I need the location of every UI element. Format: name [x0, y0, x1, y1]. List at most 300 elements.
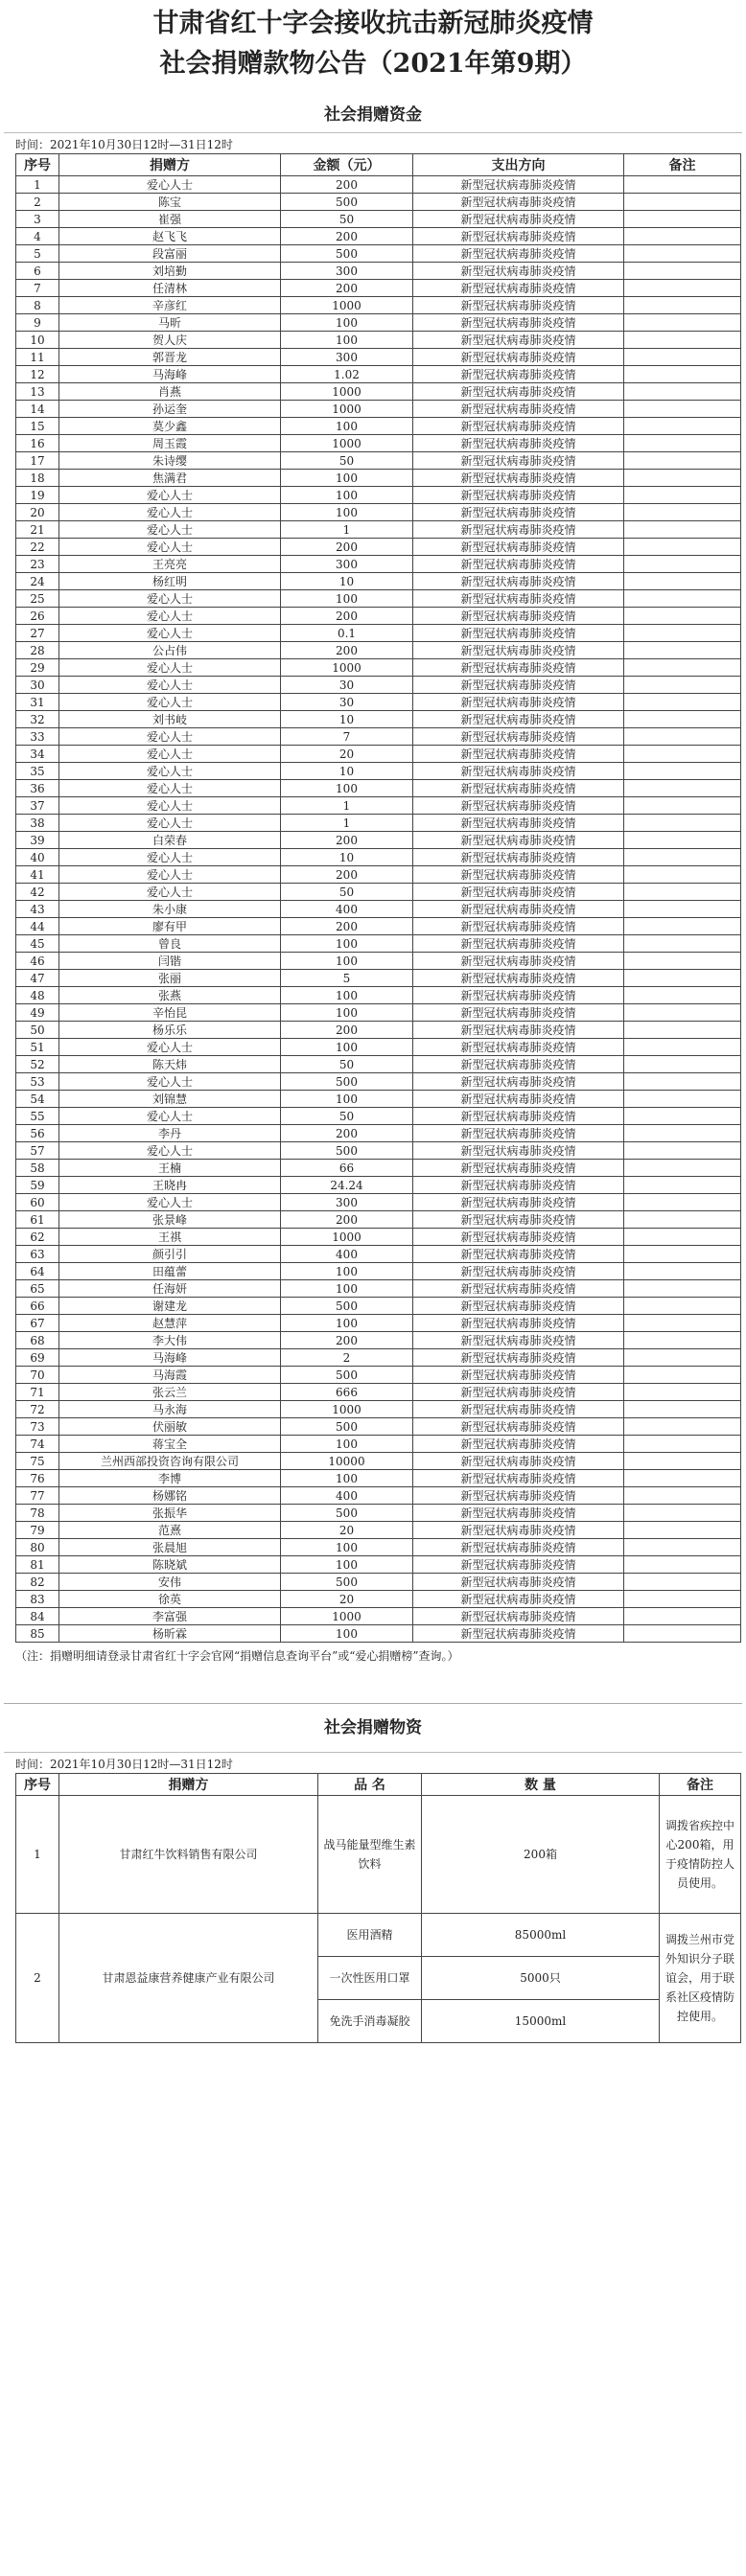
cell-amount: 400	[281, 1246, 413, 1263]
table-row	[16, 1522, 741, 1539]
table-row	[16, 711, 741, 728]
cell-no: 5	[16, 245, 59, 263]
cell-amount: 100	[281, 780, 413, 797]
cell-purpose: 新型冠状病毒肺炎疫情	[413, 1522, 624, 1539]
cell-donor: 辛彦红	[59, 297, 281, 314]
cell-donor: 爱心人士	[59, 849, 281, 866]
cell-remark	[624, 987, 741, 1004]
cell-purpose: 新型冠状病毒肺炎疫情	[413, 228, 624, 245]
cell-amount: 10	[281, 711, 413, 728]
title-line-2: 社会捐赠款物公告（2021年第9期）	[159, 49, 587, 79]
table-row	[16, 401, 741, 418]
cell-purpose: 新型冠状病毒肺炎疫情	[413, 245, 624, 263]
cell-donor: 爱心人士	[59, 176, 281, 194]
cell-item-name: 战马能量型维生素饮料	[318, 1796, 422, 1914]
cell-purpose: 新型冠状病毒肺炎疫情	[413, 314, 624, 332]
cell-purpose: 新型冠状病毒肺炎疫情	[413, 1367, 624, 1384]
cell-donor: 朱诗缨	[59, 452, 281, 470]
cell-amount: 500	[281, 1418, 413, 1436]
cell-amount: 100	[281, 987, 413, 1004]
cell-amount: 400	[281, 901, 413, 918]
cell-amount: 100	[281, 590, 413, 608]
cell-remark	[624, 1522, 741, 1539]
cell-no: 10	[16, 332, 59, 349]
cell-purpose: 新型冠状病毒肺炎疫情	[413, 211, 624, 228]
cell-amount: 10	[281, 763, 413, 780]
table-row	[16, 590, 741, 608]
table-row	[16, 1332, 741, 1349]
cell-no: 12	[16, 366, 59, 383]
cell-purpose: 新型冠状病毒肺炎疫情	[413, 1539, 624, 1556]
cell-donor: 贺人庆	[59, 332, 281, 349]
cell-amount: 1000	[281, 435, 413, 452]
cell-amount: 500	[281, 1073, 413, 1091]
cell-amount: 200	[281, 228, 413, 245]
cell-no: 38	[16, 815, 59, 832]
header-no: 序号	[16, 154, 59, 176]
table-row	[16, 1418, 741, 1436]
cell-remark	[624, 1298, 741, 1315]
table-row	[16, 1505, 741, 1522]
table-row	[16, 746, 741, 763]
table-row	[16, 1125, 741, 1142]
cell-remark	[624, 694, 741, 711]
cell-purpose: 新型冠状病毒肺炎疫情	[413, 935, 624, 953]
cell-donor: 肖燕	[59, 383, 281, 401]
cell-purpose: 新型冠状病毒肺炎疫情	[413, 1556, 624, 1574]
table-row	[16, 970, 741, 987]
cell-remark	[624, 401, 741, 418]
cell-amount: 200	[281, 176, 413, 194]
cell-donor: 公占伟	[59, 642, 281, 659]
cell-purpose: 新型冠状病毒肺炎疫情	[413, 590, 624, 608]
cell-purpose: 新型冠状病毒肺炎疫情	[413, 1453, 624, 1470]
goods-table-body	[16, 1796, 741, 2043]
table-row	[16, 1298, 741, 1315]
cell-remark	[624, 349, 741, 366]
cell-purpose: 新型冠状病毒肺炎疫情	[413, 1108, 624, 1125]
table-row	[16, 1022, 741, 1039]
cell-amount: 200	[281, 642, 413, 659]
cell-remark	[624, 1539, 741, 1556]
cell-purpose: 新型冠状病毒肺炎疫情	[413, 677, 624, 694]
cell-purpose: 新型冠状病毒肺炎疫情	[413, 1487, 624, 1505]
cell-purpose: 新型冠状病毒肺炎疫情	[413, 763, 624, 780]
cell-purpose: 新型冠状病毒肺炎疫情	[413, 176, 624, 194]
cell-amount: 300	[281, 263, 413, 280]
cell-no: 54	[16, 1091, 59, 1108]
cell-remark	[624, 1401, 741, 1418]
cell-remark	[624, 849, 741, 866]
cell-amount: 100	[281, 1039, 413, 1056]
cell-amount: 10000	[281, 1453, 413, 1470]
cell-remark	[624, 1004, 741, 1022]
header-remark: 备注	[624, 154, 741, 176]
cell-amount: 1.02	[281, 366, 413, 383]
cell-no: 58	[16, 1160, 59, 1177]
cell-no: 27	[16, 625, 59, 642]
table-row	[16, 1574, 741, 1591]
cell-no: 55	[16, 1108, 59, 1125]
cell-donor: 爱心人士	[59, 815, 281, 832]
cell-donor: 爱心人士	[59, 504, 281, 521]
cell-no: 26	[16, 608, 59, 625]
table-row	[16, 1004, 741, 1022]
cell-purpose: 新型冠状病毒肺炎疫情	[413, 746, 624, 763]
cell-remark	[624, 504, 741, 521]
cell-remark	[624, 1229, 741, 1246]
cell-remark	[624, 228, 741, 245]
cell-purpose: 新型冠状病毒肺炎疫情	[413, 728, 624, 746]
cell-remark	[624, 659, 741, 677]
cell-amount: 1000	[281, 401, 413, 418]
cell-purpose: 新型冠状病毒肺炎疫情	[413, 987, 624, 1004]
cell-amount: 50	[281, 452, 413, 470]
cell-donor: 焦满君	[59, 470, 281, 487]
table-row	[16, 1211, 741, 1229]
cell-amount: 50	[281, 884, 413, 901]
cell-remark	[624, 176, 741, 194]
cell-purpose: 新型冠状病毒肺炎疫情	[413, 694, 624, 711]
cell-no: 34	[16, 746, 59, 763]
cell-donor: 杨娜铭	[59, 1487, 281, 1505]
table-row	[16, 1039, 741, 1056]
cell-donor: 爱心人士	[59, 746, 281, 763]
cell-remark	[624, 1591, 741, 1608]
funds-table	[15, 153, 741, 1643]
cell-donor: 闫锴	[59, 953, 281, 970]
table-row	[16, 625, 741, 642]
cell-amount: 30	[281, 677, 413, 694]
cell-donor: 甘肃红牛饮料销售有限公司	[59, 1796, 318, 1914]
cell-no: 45	[16, 935, 59, 953]
cell-remark	[624, 1160, 741, 1177]
cell-donor: 马永海	[59, 1401, 281, 1418]
cell-donor: 张振华	[59, 1505, 281, 1522]
cell-remark	[624, 194, 741, 211]
table-row	[16, 1315, 741, 1332]
table-row	[16, 1487, 741, 1505]
cell-amount: 1	[281, 815, 413, 832]
cell-remark	[624, 263, 741, 280]
cell-quantity: 85000ml	[422, 1914, 660, 1957]
cell-no: 16	[16, 435, 59, 452]
cell-no: 71	[16, 1384, 59, 1401]
cell-remark	[624, 935, 741, 953]
cell-amount: 20	[281, 1522, 413, 1539]
cell-donor: 朱小康	[59, 901, 281, 918]
table-row	[16, 1470, 741, 1487]
cell-remark	[624, 1177, 741, 1194]
cell-purpose: 新型冠状病毒肺炎疫情	[413, 332, 624, 349]
cell-donor: 崔强	[59, 211, 281, 228]
cell-no: 24	[16, 573, 59, 590]
cell-purpose: 新型冠状病毒肺炎疫情	[413, 1574, 624, 1591]
cell-remark	[624, 556, 741, 573]
cell-donor: 兰州西部投资咨询有限公司	[59, 1453, 281, 1470]
cell-purpose: 新型冠状病毒肺炎疫情	[413, 1298, 624, 1315]
cell-purpose: 新型冠状病毒肺炎疫情	[413, 608, 624, 625]
cell-remark	[624, 797, 741, 815]
cell-donor: 张晨旭	[59, 1539, 281, 1556]
cell-purpose: 新型冠状病毒肺炎疫情	[413, 1039, 624, 1056]
table-row	[16, 1384, 741, 1401]
cell-purpose: 新型冠状病毒肺炎疫情	[413, 1211, 624, 1229]
cell-donor: 蒋宝全	[59, 1436, 281, 1453]
funds-table-header	[16, 154, 741, 176]
table-row	[16, 573, 741, 590]
table-row	[16, 383, 741, 401]
cell-amount: 1000	[281, 1401, 413, 1418]
table-row	[16, 1091, 741, 1108]
cell-remark	[624, 1022, 741, 1039]
cell-no: 53	[16, 1073, 59, 1091]
cell-amount: 300	[281, 349, 413, 366]
cell-no: 41	[16, 866, 59, 884]
cell-amount: 500	[281, 245, 413, 263]
cell-donor: 马海霞	[59, 1367, 281, 1384]
cell-no: 84	[16, 1608, 59, 1625]
cell-remark	[624, 366, 741, 383]
cell-no: 32	[16, 711, 59, 728]
cell-amount: 500	[281, 1505, 413, 1522]
cell-donor: 段富丽	[59, 245, 281, 263]
cell-quantity: 15000ml	[422, 2000, 660, 2043]
cell-remark: 调拨省疾控中心200箱，用于疫情防控人员使用。	[660, 1796, 741, 1914]
table-row	[16, 918, 741, 935]
table-row	[16, 659, 741, 677]
table-row	[16, 832, 741, 849]
header-no: 序号	[16, 1774, 59, 1796]
cell-item-name: 医用酒精	[318, 1914, 422, 1957]
table-row	[16, 1246, 741, 1263]
cell-amount: 200	[281, 608, 413, 625]
table-row	[16, 504, 741, 521]
cell-amount: 100	[281, 1625, 413, 1643]
cell-remark	[624, 1470, 741, 1487]
cell-no: 48	[16, 987, 59, 1004]
table-row	[16, 228, 741, 245]
cell-remark	[624, 435, 741, 452]
cell-amount: 1000	[281, 297, 413, 314]
table-row	[16, 245, 741, 263]
cell-remark	[624, 1211, 741, 1229]
table-row	[16, 1280, 741, 1298]
cell-amount: 1000	[281, 1608, 413, 1625]
cell-remark	[624, 780, 741, 797]
cell-donor: 张丽	[59, 970, 281, 987]
cell-donor: 李丹	[59, 1125, 281, 1142]
table-row	[16, 211, 741, 228]
cell-no: 66	[16, 1298, 59, 1315]
cell-donor: 刘书岐	[59, 711, 281, 728]
cell-no: 20	[16, 504, 59, 521]
cell-amount: 5	[281, 970, 413, 987]
cell-amount: 10	[281, 849, 413, 866]
cell-remark	[624, 625, 741, 642]
table-row	[16, 953, 741, 970]
table-row	[16, 470, 741, 487]
table-row	[16, 1177, 741, 1194]
cell-donor: 爱心人士	[59, 780, 281, 797]
cell-no: 59	[16, 1177, 59, 1194]
cell-purpose: 新型冠状病毒肺炎疫情	[413, 780, 624, 797]
cell-donor: 爱心人士	[59, 659, 281, 677]
cell-donor: 谢建龙	[59, 1298, 281, 1315]
cell-amount: 100	[281, 1470, 413, 1487]
cell-donor: 赵慧萍	[59, 1315, 281, 1332]
table-row	[16, 1436, 741, 1453]
cell-no: 47	[16, 970, 59, 987]
table-row	[16, 1914, 741, 1957]
cell-no: 4	[16, 228, 59, 245]
goods-subtitle: 社会捐赠物资	[324, 1718, 422, 1737]
cell-remark	[624, 1418, 741, 1436]
cell-amount: 20	[281, 1591, 413, 1608]
cell-no: 2	[16, 1914, 59, 2043]
table-row	[16, 884, 741, 901]
cell-remark	[624, 1039, 741, 1056]
cell-no: 14	[16, 401, 59, 418]
table-row	[16, 539, 741, 556]
cell-remark	[624, 297, 741, 314]
cell-amount: 1	[281, 797, 413, 815]
cell-donor: 廖有甲	[59, 918, 281, 935]
cell-no: 42	[16, 884, 59, 901]
cell-remark	[624, 918, 741, 935]
cell-no: 72	[16, 1401, 59, 1418]
cell-purpose: 新型冠状病毒肺炎疫情	[413, 263, 624, 280]
cell-quantity: 5000只	[422, 1957, 660, 2000]
cell-amount: 666	[281, 1384, 413, 1401]
cell-donor: 爱心人士	[59, 763, 281, 780]
cell-donor: 王祺	[59, 1229, 281, 1246]
cell-remark	[624, 832, 741, 849]
cell-amount: 200	[281, 918, 413, 935]
cell-donor: 徐英	[59, 1591, 281, 1608]
cell-no: 70	[16, 1367, 59, 1384]
cell-donor: 李富强	[59, 1608, 281, 1625]
goods-table-header	[16, 1774, 741, 1796]
cell-no: 23	[16, 556, 59, 573]
cell-amount: 10	[281, 573, 413, 590]
cell-quantity: 200箱	[422, 1796, 660, 1914]
cell-amount: 300	[281, 556, 413, 573]
cell-no: 51	[16, 1039, 59, 1056]
table-row	[16, 987, 741, 1004]
cell-donor: 王亮亮	[59, 556, 281, 573]
cell-no: 40	[16, 849, 59, 866]
document-title	[0, 4, 746, 84]
cell-remark	[624, 953, 741, 970]
cell-remark	[624, 1384, 741, 1401]
cell-donor: 爱心人士	[59, 884, 281, 901]
cell-amount: 1000	[281, 383, 413, 401]
cell-amount: 100	[281, 1436, 413, 1453]
cell-purpose: 新型冠状病毒肺炎疫情	[413, 556, 624, 573]
cell-amount: 500	[281, 1574, 413, 1591]
cell-amount: 50	[281, 211, 413, 228]
cell-purpose: 新型冠状病毒肺炎疫情	[413, 470, 624, 487]
cell-purpose: 新型冠状病毒肺炎疫情	[413, 1263, 624, 1280]
header-item-name: 品 名	[318, 1774, 422, 1796]
cell-remark	[624, 815, 741, 832]
cell-amount: 100	[281, 504, 413, 521]
table-row	[16, 452, 741, 470]
cell-amount: 30	[281, 694, 413, 711]
cell-remark	[624, 1056, 741, 1073]
cell-no: 77	[16, 1487, 59, 1505]
cell-purpose: 新型冠状病毒肺炎疫情	[413, 901, 624, 918]
cell-no: 63	[16, 1246, 59, 1263]
cell-amount: 200	[281, 1211, 413, 1229]
cell-remark	[624, 1332, 741, 1349]
cell-donor: 爱心人士	[59, 1039, 281, 1056]
cell-purpose: 新型冠状病毒肺炎疫情	[413, 1280, 624, 1298]
cell-purpose: 新型冠状病毒肺炎疫情	[413, 849, 624, 866]
cell-donor: 伏丽敏	[59, 1418, 281, 1436]
cell-remark	[624, 332, 741, 349]
cell-remark	[624, 1367, 741, 1384]
cell-purpose: 新型冠状病毒肺炎疫情	[413, 625, 624, 642]
cell-purpose: 新型冠状病毒肺炎疫情	[413, 539, 624, 556]
cell-remark	[624, 1108, 741, 1125]
table-row	[16, 1539, 741, 1556]
table-row	[16, 418, 741, 435]
cell-no: 82	[16, 1574, 59, 1591]
cell-remark	[624, 1280, 741, 1298]
cell-purpose: 新型冠状病毒肺炎疫情	[413, 280, 624, 297]
cell-purpose: 新型冠状病毒肺炎疫情	[413, 194, 624, 211]
cell-remark	[624, 1315, 741, 1332]
table-row	[16, 556, 741, 573]
cell-donor: 爱心人士	[59, 1073, 281, 1091]
cell-donor: 张云兰	[59, 1384, 281, 1401]
table-row	[16, 1591, 741, 1608]
cell-purpose: 新型冠状病毒肺炎疫情	[413, 953, 624, 970]
table-row	[16, 1142, 741, 1160]
cell-purpose: 新型冠状病毒肺炎疫情	[413, 884, 624, 901]
cell-purpose: 新型冠状病毒肺炎疫情	[413, 366, 624, 383]
cell-remark	[624, 470, 741, 487]
cell-no: 76	[16, 1470, 59, 1487]
cell-donor: 莫少鑫	[59, 418, 281, 435]
cell-purpose: 新型冠状病毒肺炎疫情	[413, 1401, 624, 1418]
cell-no: 21	[16, 521, 59, 539]
cell-donor: 爱心人士	[59, 728, 281, 746]
table-row	[16, 280, 741, 297]
cell-purpose: 新型冠状病毒肺炎疫情	[413, 1625, 624, 1643]
table-row	[16, 366, 741, 383]
cell-purpose: 新型冠状病毒肺炎疫情	[413, 383, 624, 401]
cell-remark	[624, 1608, 741, 1625]
cell-no: 29	[16, 659, 59, 677]
cell-no: 9	[16, 314, 59, 332]
cell-no: 36	[16, 780, 59, 797]
table-row	[16, 1160, 741, 1177]
cell-donor: 爱心人士	[59, 1108, 281, 1125]
cell-no: 68	[16, 1332, 59, 1349]
table-row	[16, 763, 741, 780]
cell-donor: 陈天炜	[59, 1056, 281, 1073]
cell-amount: 200	[281, 539, 413, 556]
table-row	[16, 866, 741, 884]
cell-amount: 200	[281, 1125, 413, 1142]
cell-donor: 任海妍	[59, 1280, 281, 1298]
cell-purpose: 新型冠状病毒肺炎疫情	[413, 452, 624, 470]
cell-no: 79	[16, 1522, 59, 1539]
cell-amount: 200	[281, 866, 413, 884]
